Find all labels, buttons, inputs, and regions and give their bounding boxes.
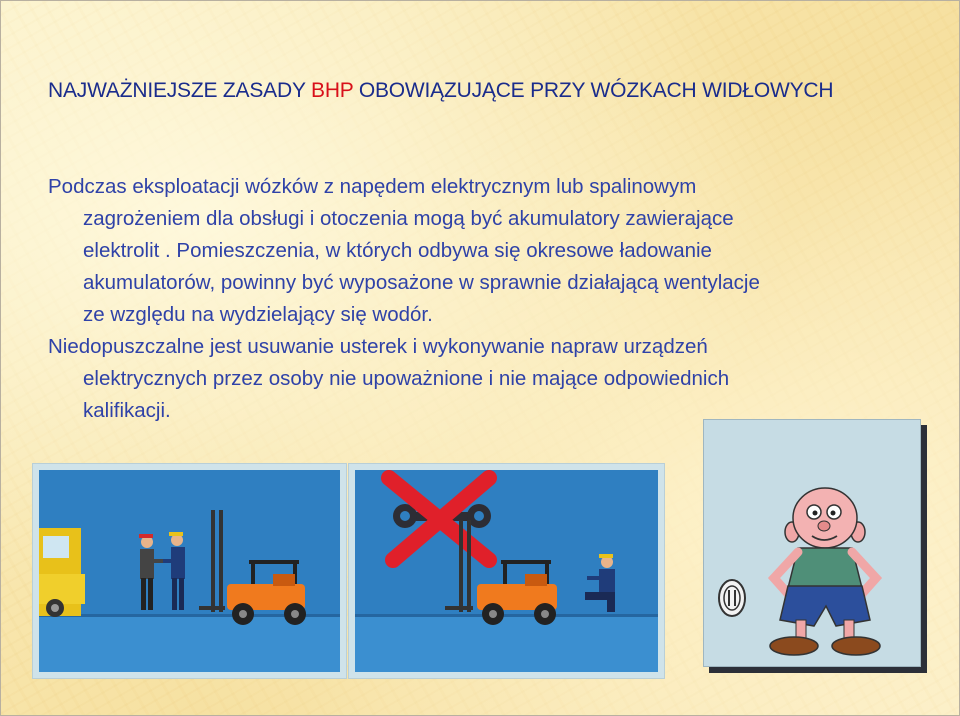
title-text-2: OBOWIĄZUJĄCE PRZY WÓZKACH WIDŁOWYCH [353,79,834,102]
forklift-handshake-image [32,463,347,679]
cartoon-man-image [703,419,921,667]
paragraph-line: Niedopuszczalne jest usuwanie usterek i wykonywanie napraw urządzeń [48,335,708,358]
paragraph-line: elektrycznych przez osoby nie upoważnione i nie mające odpowiednich [83,367,730,390]
paragraph-2 [48,331,928,427]
paragraph-1 [48,171,928,331]
paragraph-line: akumulatorów, powinny być wyposażone w sprawnie działającą wentylacje [83,271,760,294]
forklift-handshake-icon [33,464,346,678]
paragraph-line: kalifikacji. [83,399,171,422]
paragraph-line: Podczas eksploatacji wózków z napędem elektrycznym lub spalinowym [48,175,697,198]
paragraph-line: elektrolit . Pomieszczenia, w których odbywa się okresowe ładowanie [83,239,712,262]
slide-body [48,171,928,427]
paragraph-line: zagrożeniem dla obsługi i otoczenia mogą być akumulatory zawierające [83,207,734,230]
title-highlight: BHP [311,79,354,102]
slide-title [48,79,938,103]
forbidden-repair-icon [349,464,664,678]
title-text-1: NAJWAŻNIEJSZE ZASADY [48,79,312,102]
paragraph-line: ze względu na wydzielający się wodór. [83,303,433,326]
forbidden-repair-image [348,463,665,679]
cartoon-man-icon [704,420,920,666]
